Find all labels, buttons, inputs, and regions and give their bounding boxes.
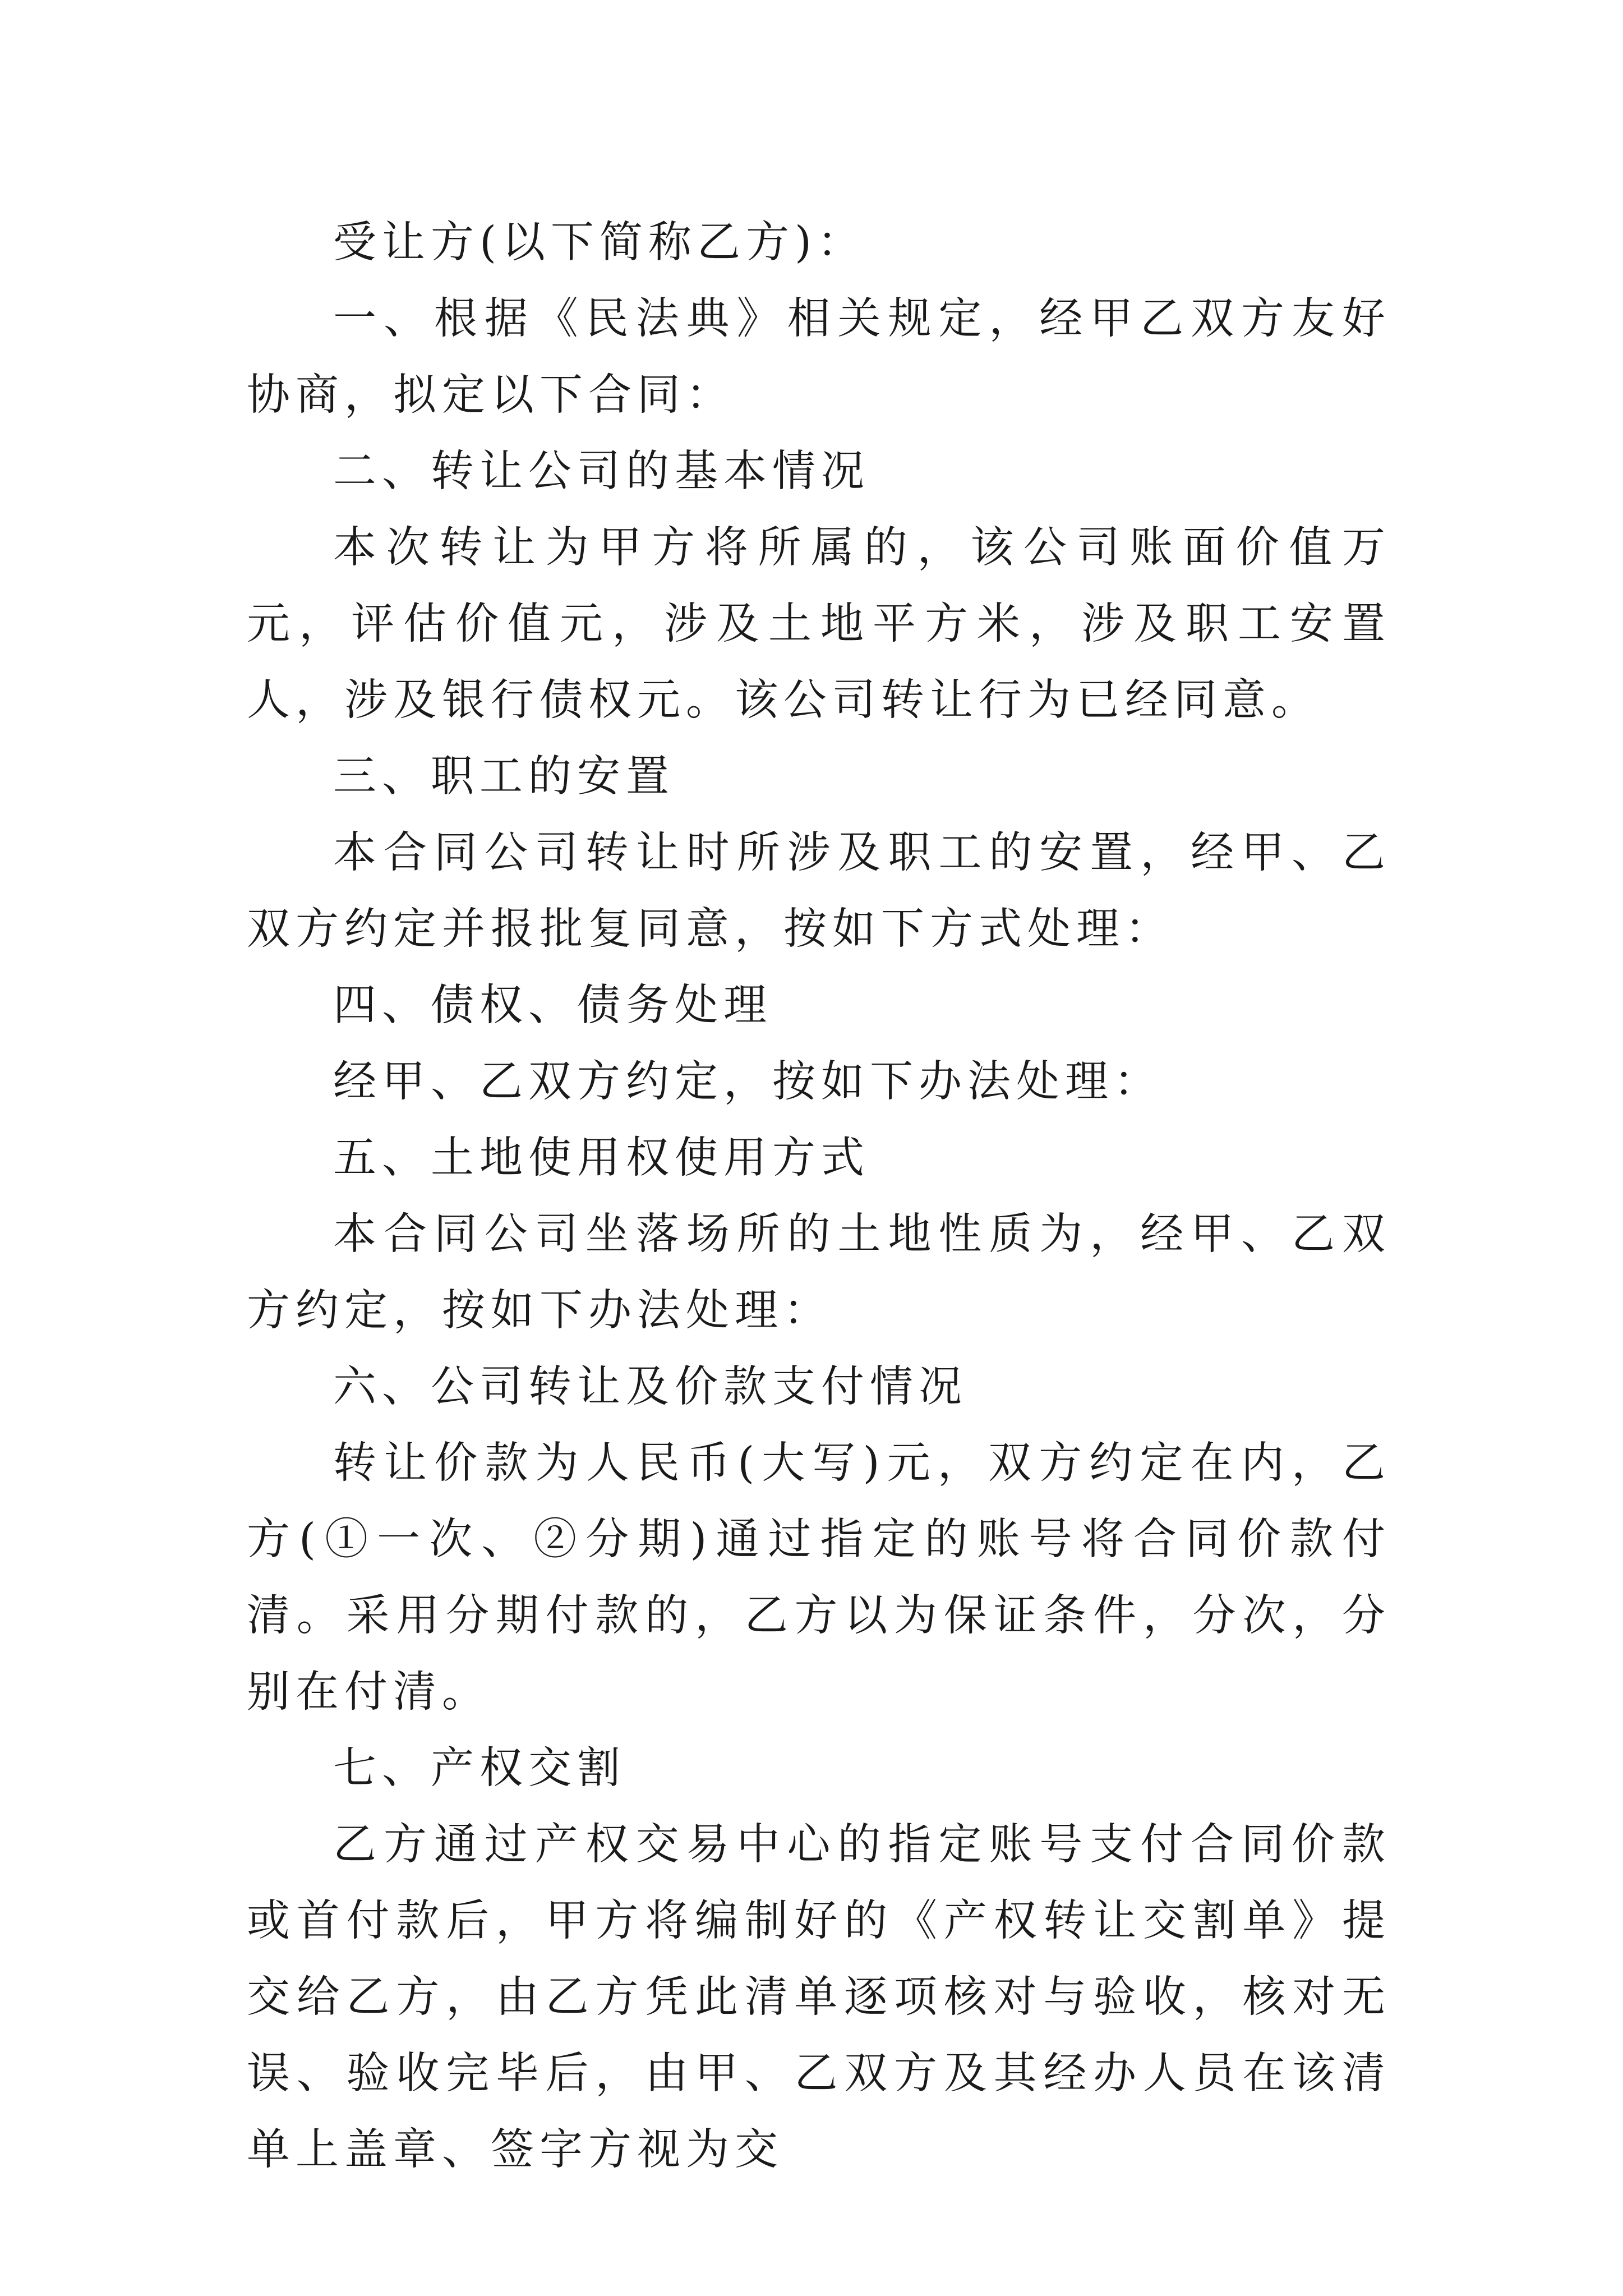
clause-7-heading: 七、产权交割 bbox=[333, 1743, 626, 1793]
clause-2-paragraph: 本次转让为甲方将所属的，该公司账面价值万元，评估价值元，涉及土地平方米，涉及职工安置人，涉及银行债权元。该公司转让行为已经同意。 bbox=[247, 523, 1391, 725]
clause-5-heading: 五、土地使用权使用方式 bbox=[333, 1133, 870, 1183]
clause-3-paragraph: 本合同公司转让时所涉及职工的安置，经甲、乙双方约定并报批复同意，按如下方式处理： bbox=[247, 828, 1391, 954]
clause-6-heading: 六、公司转让及价款支付情况 bbox=[333, 1362, 967, 1412]
clause-4-paragraph: 经甲、乙双方约定，按如下办法处理： bbox=[333, 1057, 1163, 1107]
clause-7-paragraph: 乙方通过产权交易中心的指定账号支付合同价款或首付款后，甲方将编制好的《产权转让交割单》提交给乙方，由乙方凭此清单逐项核对与验收，核对无误、验收完毕后，由甲、乙双方及其经办人员在该清单上盖章、签字方视为交 bbox=[247, 1820, 1391, 2175]
clause-5-paragraph: 本合同公司坐落场所的土地性质为，经甲、乙双方约定，按如下办法处理： bbox=[247, 1209, 1391, 1336]
clause-2-heading: 二、转让公司的基本情况 bbox=[333, 447, 870, 496]
clause-4-heading: 四、债权、债务处理 bbox=[333, 981, 772, 1030]
clause-1-paragraph: 一、根据《民法典》相关规定，经甲乙双方友好协商，拟定以下合同： bbox=[247, 294, 1391, 420]
clause-3-heading: 三、职工的安置 bbox=[333, 752, 675, 802]
clause-6-paragraph: 转让价款为人民币(大写)元，双方约定在内，乙方(①一次、②分期)通过指定的账号将合同价款付清。采用分期付款的，乙方以为保证条件，分次，分别在付清。 bbox=[247, 1438, 1391, 1717]
party-b-line: 受让方(以下简称乙方)： bbox=[333, 218, 866, 268]
document-body bbox=[247, 205, 1391, 2188]
